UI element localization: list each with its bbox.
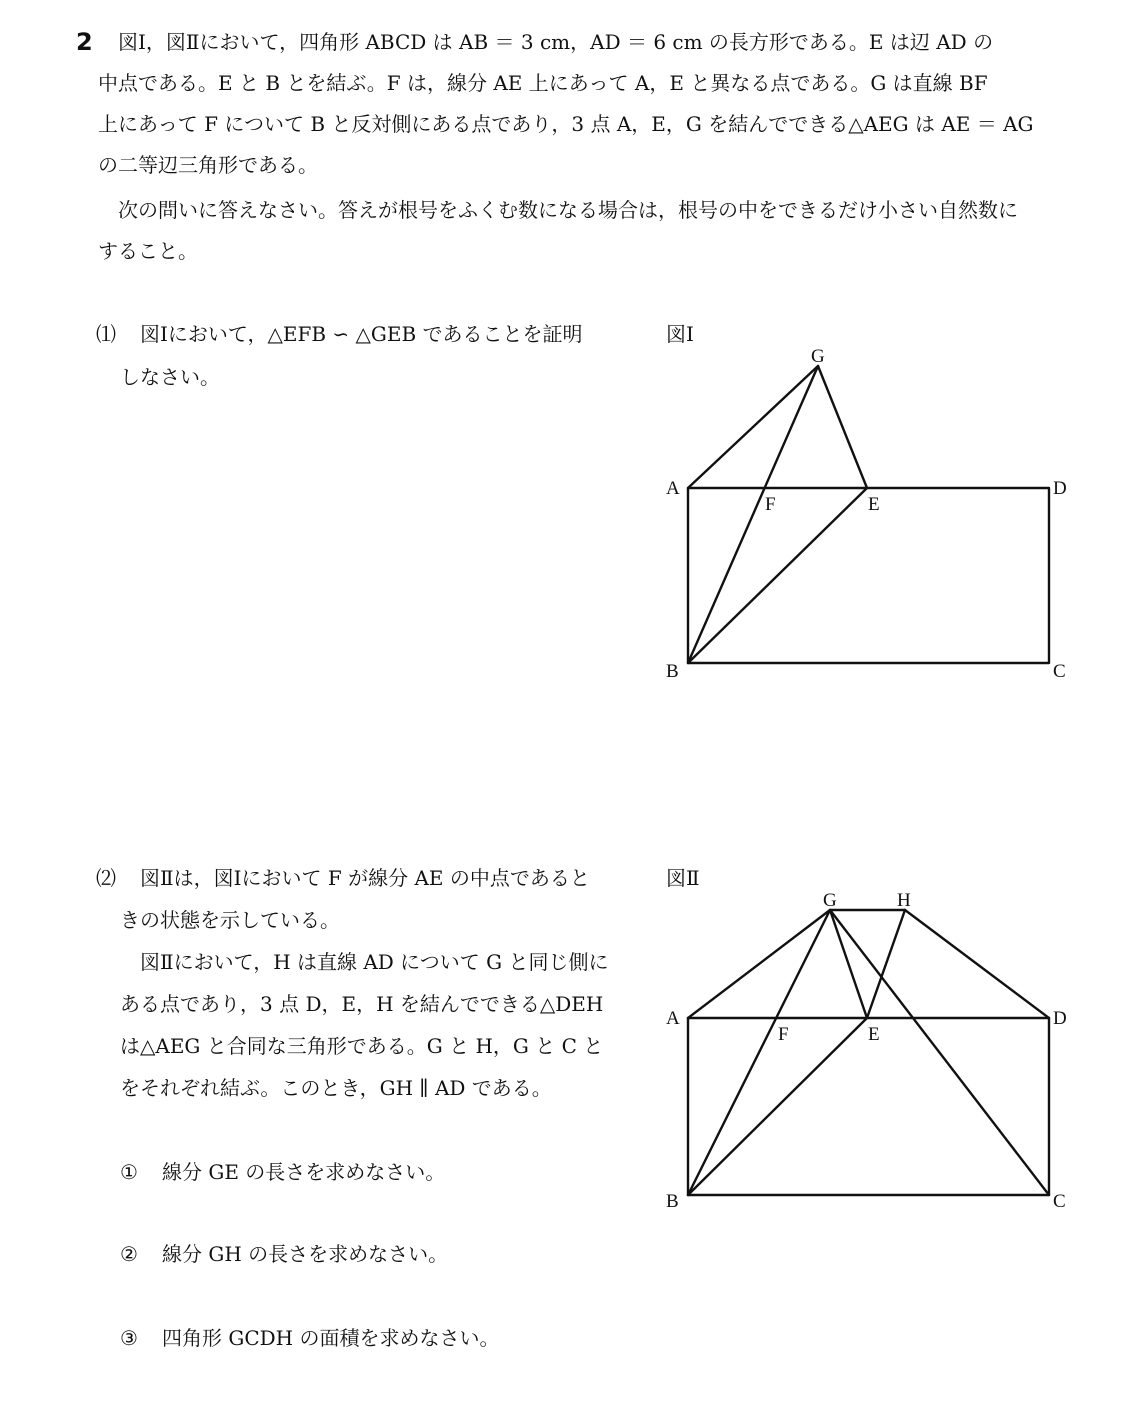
fig2-label-d: D xyxy=(1053,1008,1067,1029)
q2-label: ⑵ xyxy=(96,866,116,890)
fig2-label-b: B xyxy=(666,1191,679,1212)
figure1-title: 図Ⅰ xyxy=(666,322,694,346)
fig1-segment-ag xyxy=(688,366,818,488)
q2-line-5: は△AEG と合同な三角形である。G と H，G と C と xyxy=(120,1034,604,1058)
instruction-line-2: すること。 xyxy=(98,239,198,263)
fig1-label-a: A xyxy=(666,478,680,499)
intro-line-2: 中点である。E と B とを結ぶ。F は，線分 AE 上にあって A，E と異なる点である。G は直線 BF xyxy=(98,71,988,95)
fig2-segment-gc xyxy=(830,910,1049,1195)
q2-sub2-mark: ② xyxy=(120,1242,138,1266)
fig1-label-d: D xyxy=(1053,478,1067,499)
intro-line-1: 図Ⅰ，図Ⅱにおいて，四角形 ABCD は AB ＝ 3 cm，AD ＝ 6 cm の長方形である。E は辺 AD の xyxy=(118,30,994,54)
fig2-label-a: A xyxy=(666,1008,680,1029)
fig1-label-g: G xyxy=(811,346,825,367)
fig2-label-e: E xyxy=(868,1024,880,1045)
fig2-label-c: C xyxy=(1053,1191,1066,1212)
q2-sub3-mark: ③ xyxy=(120,1326,138,1350)
fig2-segment-ag xyxy=(688,910,830,1018)
fig1-label-c: C xyxy=(1053,661,1066,682)
fig2-label-h: H xyxy=(897,890,911,911)
fig2-segment-hd xyxy=(905,910,1049,1018)
q2-line-6: をそれぞれ結ぶ。このとき，GH ∥ AD である。 xyxy=(120,1076,552,1100)
fig2-segment-ge xyxy=(830,910,867,1018)
q2-line-3: 図Ⅱにおいて，H は直線 AD について G と同じ側に xyxy=(140,950,609,974)
q2-line-4: ある点であり，3 点 D，E，H を結んでできる△DEH xyxy=(120,992,604,1016)
fig1-label-f: F xyxy=(765,494,776,515)
q2-sub3-text: 四角形 GCDH の面積を求めなさい。 xyxy=(162,1326,500,1350)
fig2-segment-bg xyxy=(688,910,830,1195)
fig1-label-e: E xyxy=(868,494,880,515)
q2-line-2: きの状態を示している。 xyxy=(120,908,340,932)
fig1-segment-bg xyxy=(688,366,818,663)
fig2-label-g: G xyxy=(823,890,837,911)
q2-sub2-text: 線分 GH の長さを求めなさい。 xyxy=(162,1242,449,1266)
intro-line-4: の二等辺三角形である。 xyxy=(98,153,318,177)
fig1-segment-ge xyxy=(818,366,867,488)
problem-number: 2 xyxy=(76,28,93,56)
intro-line-3: 上にあって F について B と反対側にある点であり，3 点 A，E，G を結んでできる△AEG は AE ＝ AG xyxy=(98,112,1034,136)
figure2-geometry xyxy=(688,910,1049,1195)
fig2-label-f: F xyxy=(778,1024,789,1045)
q1-line-1: 図Ⅰにおいて，△EFB ∽ △GEB であることを証明 xyxy=(140,322,583,346)
instruction-line-1: 次の問いに答えなさい。答えが根号をふくむ数になる場合は，根号の中をできるだけ小さい自然数に xyxy=(118,198,1018,222)
q1-label: ⑴ xyxy=(96,322,116,346)
q2-line-1: 図Ⅱは，図Ⅰにおいて F が線分 AE の中点であると xyxy=(140,866,590,890)
fig1-label-b: B xyxy=(666,661,679,682)
q1-line-2: しなさい。 xyxy=(120,365,220,389)
q2-sub1-mark: ① xyxy=(120,1160,138,1184)
figure2-title: 図Ⅱ xyxy=(666,866,700,890)
q2-sub1-text: 線分 GE の長さを求めなさい。 xyxy=(162,1160,446,1184)
fig1-segment-be xyxy=(688,488,867,663)
